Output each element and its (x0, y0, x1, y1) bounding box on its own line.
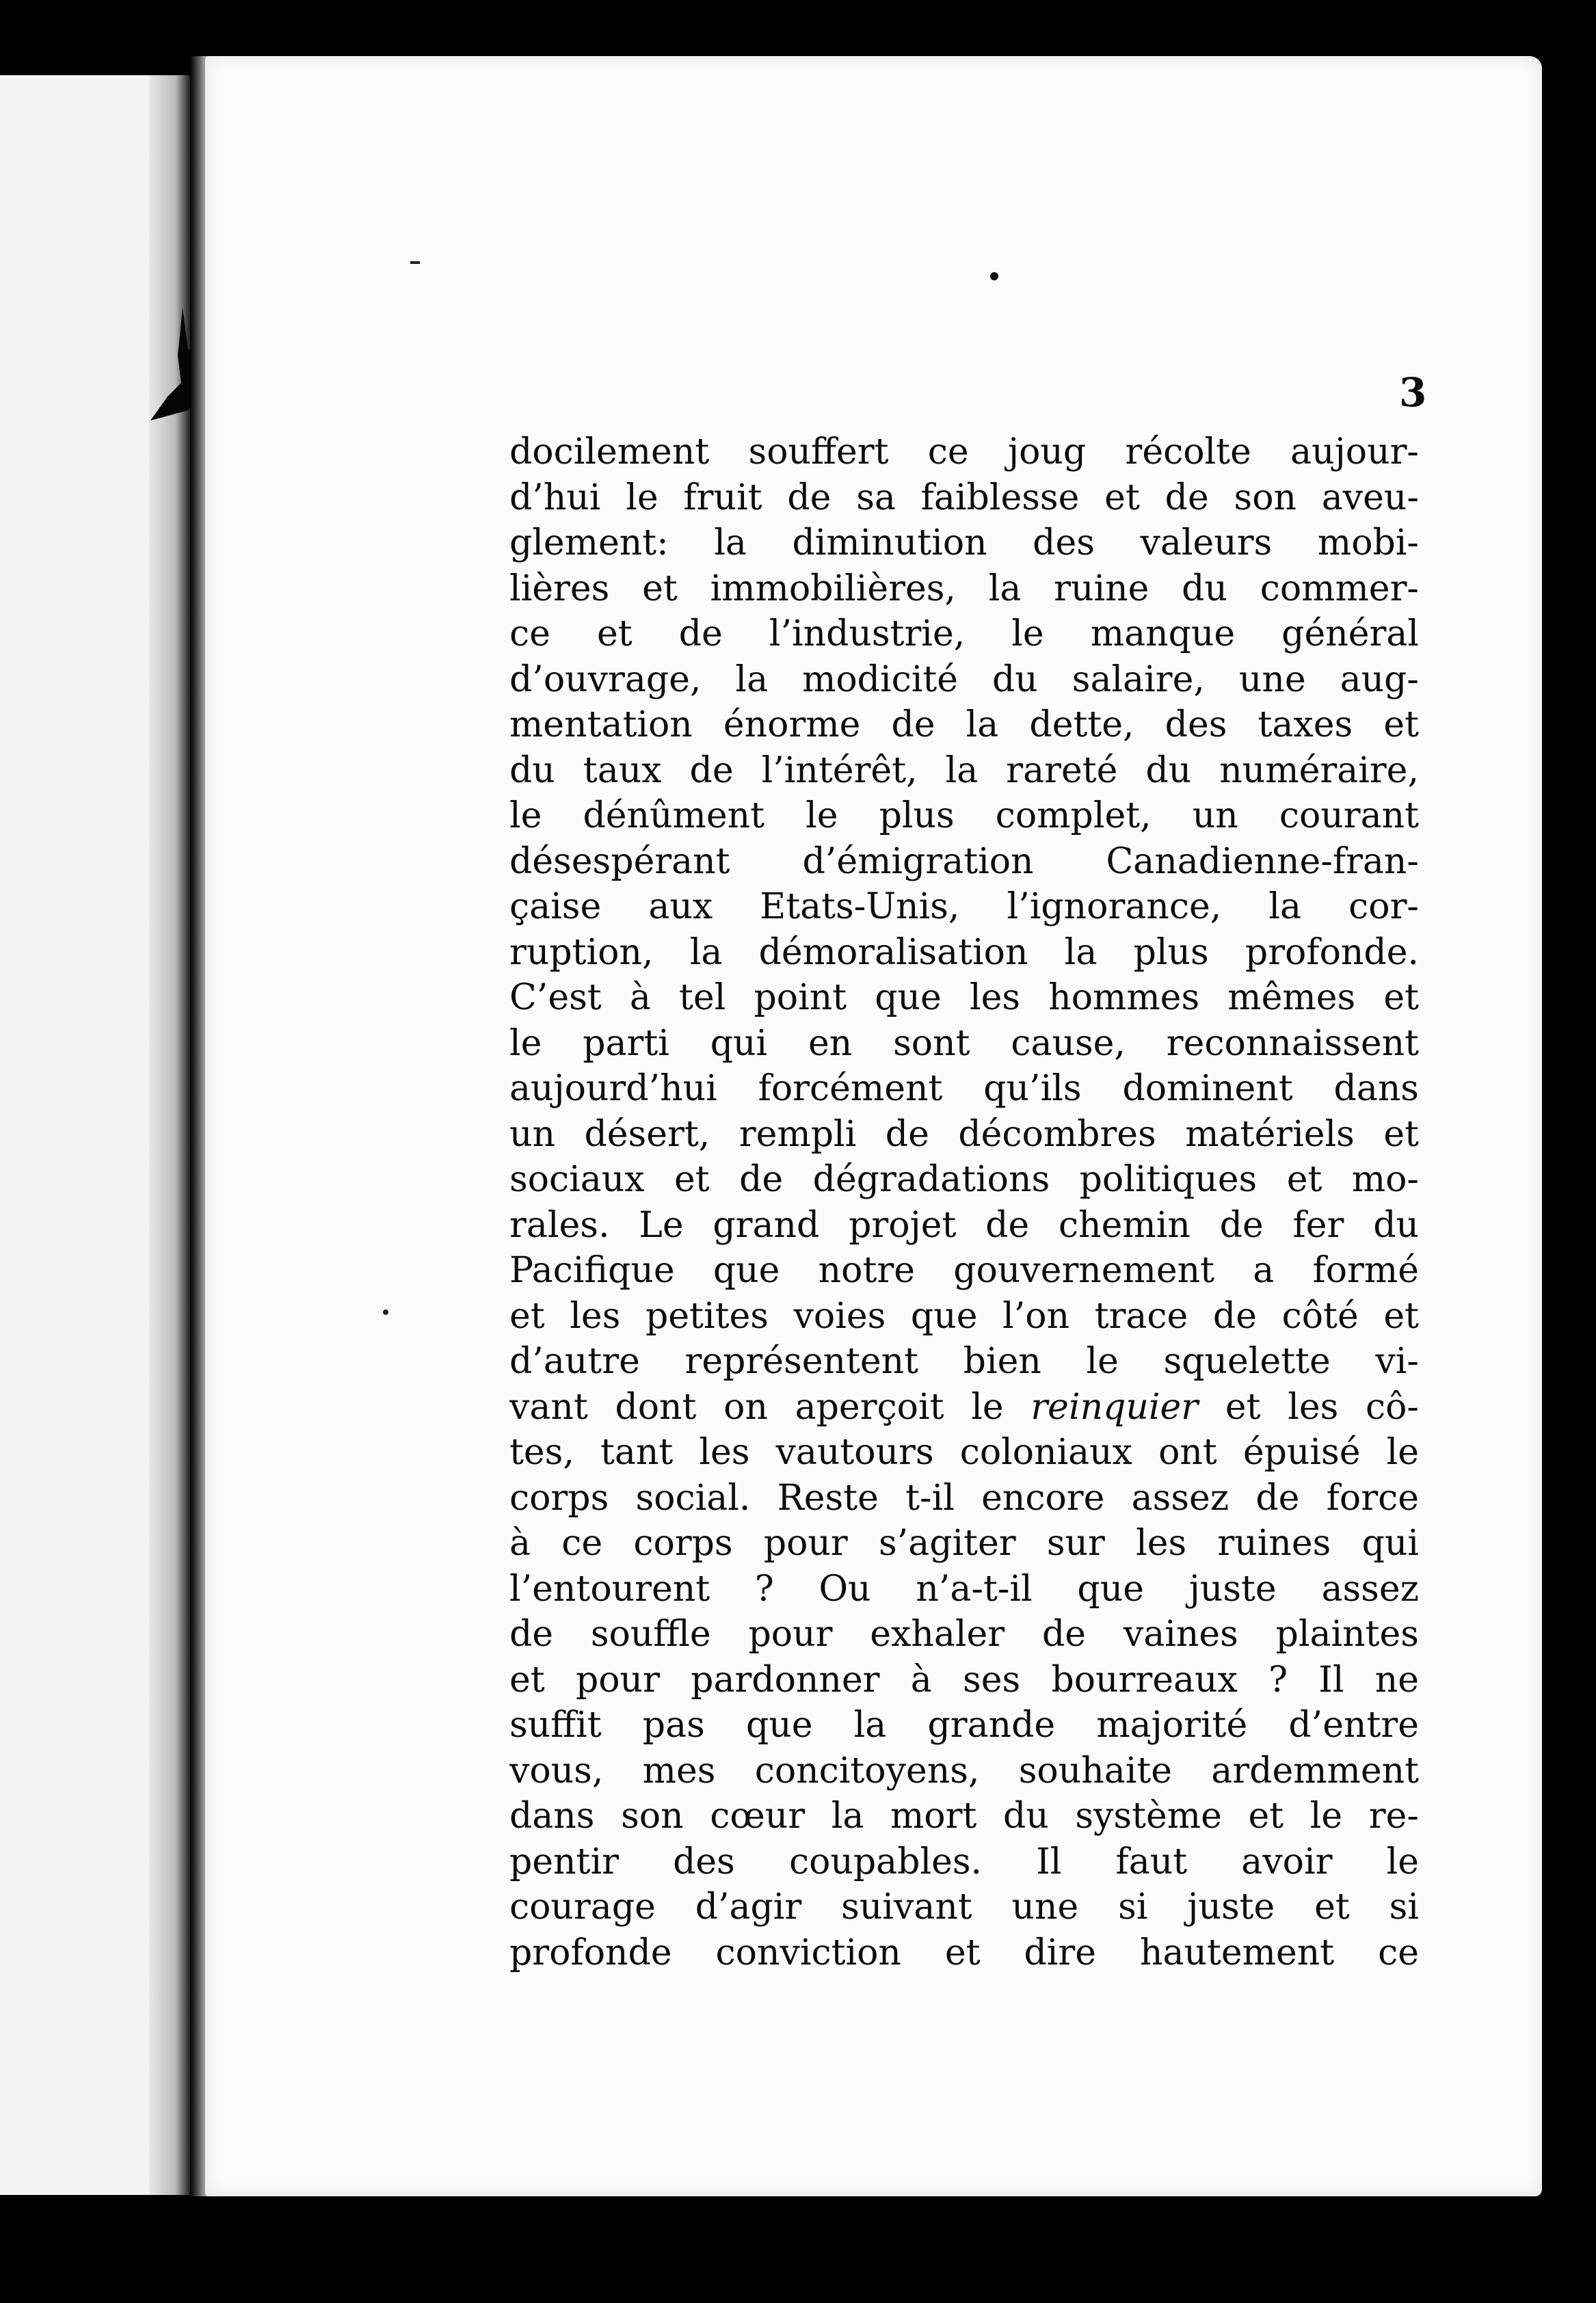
ink-speck (383, 1309, 388, 1315)
text-line: docilement souffert ce joug récolte aujour- (509, 431, 1419, 472)
text-line: le parti qui en sont cause, reconnaissent (509, 1022, 1419, 1064)
text-line: tes, tant les vautours coloniaux ont épuisé le (509, 1432, 1419, 1473)
text-line: un désert, rempli de décombres matériels et (509, 1113, 1419, 1155)
text-line: de souffle pour exhaler de vaines plaintes (509, 1614, 1419, 1655)
text-line: le dénûment le plus complet, un courant (509, 795, 1419, 836)
text-line: vant dont on aperçoit le reinquier et les cô- (509, 1386, 1419, 1428)
text-line: du taux de l’intérêt, la rareté du numéraire, (509, 749, 1419, 791)
text-line: et les petites voies que l’on trace de côté et (509, 1295, 1419, 1337)
text-line: mentation énorme de la dette, des taxes et (509, 704, 1419, 745)
italic-word: reinquier (1030, 1386, 1199, 1428)
text-line: aujourd’hui forcément qu’ils dominent dans (509, 1068, 1419, 1109)
text-line: ruption, la démoralisation la plus profonde. (509, 931, 1419, 973)
text-line: vous, mes concitoyens, souhaite ardemment (509, 1750, 1419, 1792)
text-line: dans son cœur la mort du système et le re- (509, 1796, 1419, 1837)
text-line: çaise aux Etats-Unis, l’ignorance, la cor- (509, 886, 1419, 927)
text-line: et pour pardonner à ses bourreaux ? Il ne (509, 1659, 1419, 1701)
text-line: rales. Le grand projet de chemin de fer du (509, 1204, 1419, 1246)
text-line: lières et immobilières, la ruine du commer- (509, 568, 1419, 609)
text-line: sociaux et de dégradations politiques et mo- (509, 1159, 1419, 1200)
text-line: d’ouvrage, la modicité du salaire, une aug- (509, 658, 1419, 700)
text-line: suffit pas que la grande majorité d’entre (509, 1705, 1419, 1746)
text-line: l’entourent ? Ou n’a-t-il que juste assez (509, 1568, 1419, 1610)
text-line: C’est à tel point que les hommes mêmes et (509, 977, 1419, 1018)
ink-speck (410, 261, 420, 264)
text-line: d’hui le fruit de sa faiblesse et de son aveu- (509, 477, 1419, 518)
ink-dot (990, 272, 998, 280)
text-line: profonde conviction et dire hautement ce (509, 1932, 1419, 1973)
text-line: corps social. Reste t-il encore assez de force (509, 1477, 1419, 1519)
text-line: ce et de l’industrie, le manque général (509, 613, 1419, 654)
text-line: à ce corps pour s’agiter sur les ruines qui (509, 1523, 1419, 1564)
text-line: Pacifique que notre gouvernement a formé (509, 1250, 1419, 1291)
text-line: désespérant d’émigration Canadienne-fran- (509, 840, 1419, 882)
body-text (509, 429, 1419, 1975)
text-line: courage d’agir suivant une si juste et si (509, 1887, 1419, 1928)
page-number: 3 (1399, 369, 1427, 416)
text-line: d’autre représentent bien le squelette vi- (509, 1341, 1419, 1382)
text-line: glement: la diminution des valeurs mobi- (509, 522, 1419, 563)
text-line: pentir des coupables. Il faut avoir le (509, 1841, 1419, 1882)
